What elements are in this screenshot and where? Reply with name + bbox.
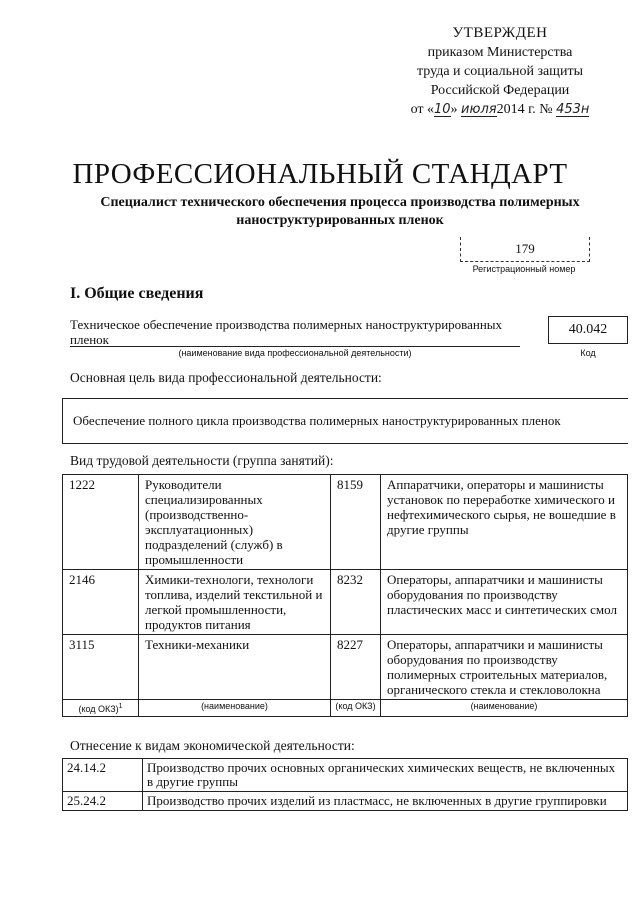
okz-code: 1222: [63, 475, 139, 570]
approval-line: труда и социальной защиты: [417, 64, 583, 79]
approval-date: от «10» июля2014 г. № 453н: [410, 102, 590, 117]
okved-name: Производство прочих основных органических химических веществ, не включенных в другие группы: [143, 759, 628, 792]
approval-line: приказом Министерства: [427, 45, 573, 60]
occupation-name: Химики-технологи, технологи топлива, изделий текстильной и легкой промышленности, продуктов питания: [139, 570, 331, 635]
caption-okz-code: (код ОКЗ)$^1$: [63, 700, 139, 717]
table-row: [63, 759, 628, 792]
okz-code: 8159: [331, 475, 381, 570]
caption-name: (наименование): [381, 700, 628, 717]
activity-name: Техническое обеспечение производства полимерных наноструктурированных пленок: [70, 317, 503, 347]
okz-code: 8232: [331, 570, 381, 635]
okved-name: Производство прочих изделий из пластмасс, не включенных в другие группировки: [143, 792, 628, 811]
occupation-name: Операторы, аппаратчики и машинисты оборудования по производству полимерных строительных материалов, органического стекла и стекловолокна: [381, 635, 628, 700]
handwritten-order-number: 453н: [556, 102, 590, 117]
section-heading: I. Общие сведения: [70, 285, 204, 302]
code-label: Код: [580, 348, 596, 358]
activity-code: 40.042: [548, 316, 628, 344]
occupation-name: Аппаратчики, операторы и машинисты установок по переработке химического и нефтехимического сырья, не вошедшие в другие группы: [381, 475, 628, 570]
handwritten-day: 10: [434, 102, 451, 117]
registration-number: 179: [460, 237, 590, 262]
work-label: Вид трудовой деятельности (группа занятий):: [70, 453, 334, 468]
table-row: [63, 475, 628, 570]
caption-name: (наименование): [139, 700, 331, 717]
handwritten-month: июля: [461, 102, 497, 117]
document-title: ПРОФЕССИОНАЛЬНЫЙ СТАНДАРТ: [72, 158, 568, 190]
occupation-name: Техники-механики: [139, 635, 331, 700]
caption-row: [63, 700, 628, 717]
activity-caption: (наименование вида профессиональной деятельности): [178, 348, 412, 358]
okved-code: 25.24.2: [63, 792, 143, 811]
registration-label: Регистрационный номер: [472, 264, 576, 274]
caption-okz-code: (код ОКЗ): [331, 700, 381, 717]
approval-block: [400, 24, 600, 119]
occupation-name: Руководители специализированных (производственно-эксплуатационных) подразделений (служб) в промышленности: [139, 475, 331, 570]
approval-title: УТВЕРЖДЕН: [452, 25, 548, 41]
divider: [70, 346, 520, 347]
occupation-name: Операторы, аппаратчики и машинисты оборудования по производству пластических масс и синтетических смол: [381, 570, 628, 635]
occupations-table: [62, 474, 628, 717]
goal-label: Основная цель вида профессиональной деятельности:: [70, 370, 382, 385]
okz-code: 2146: [63, 570, 139, 635]
okz-code: 8227: [331, 635, 381, 700]
goal-text: Обеспечение полного цикла производства полимерных наноструктурированных пленок: [62, 398, 628, 444]
okved-table: [62, 758, 628, 811]
table-row: [63, 792, 628, 811]
okz-code: 3115: [63, 635, 139, 700]
table-row: [63, 635, 628, 700]
document-subtitle: Специалист технического обеспечения процесса производства полимерных наноструктурированных пленок: [100, 195, 580, 228]
okved-code: 24.14.2: [63, 759, 143, 792]
table-row: [63, 570, 628, 635]
okved-label: Отнесение к видам экономической деятельности:: [70, 738, 355, 753]
approval-line: Российской Федерации: [430, 83, 570, 98]
